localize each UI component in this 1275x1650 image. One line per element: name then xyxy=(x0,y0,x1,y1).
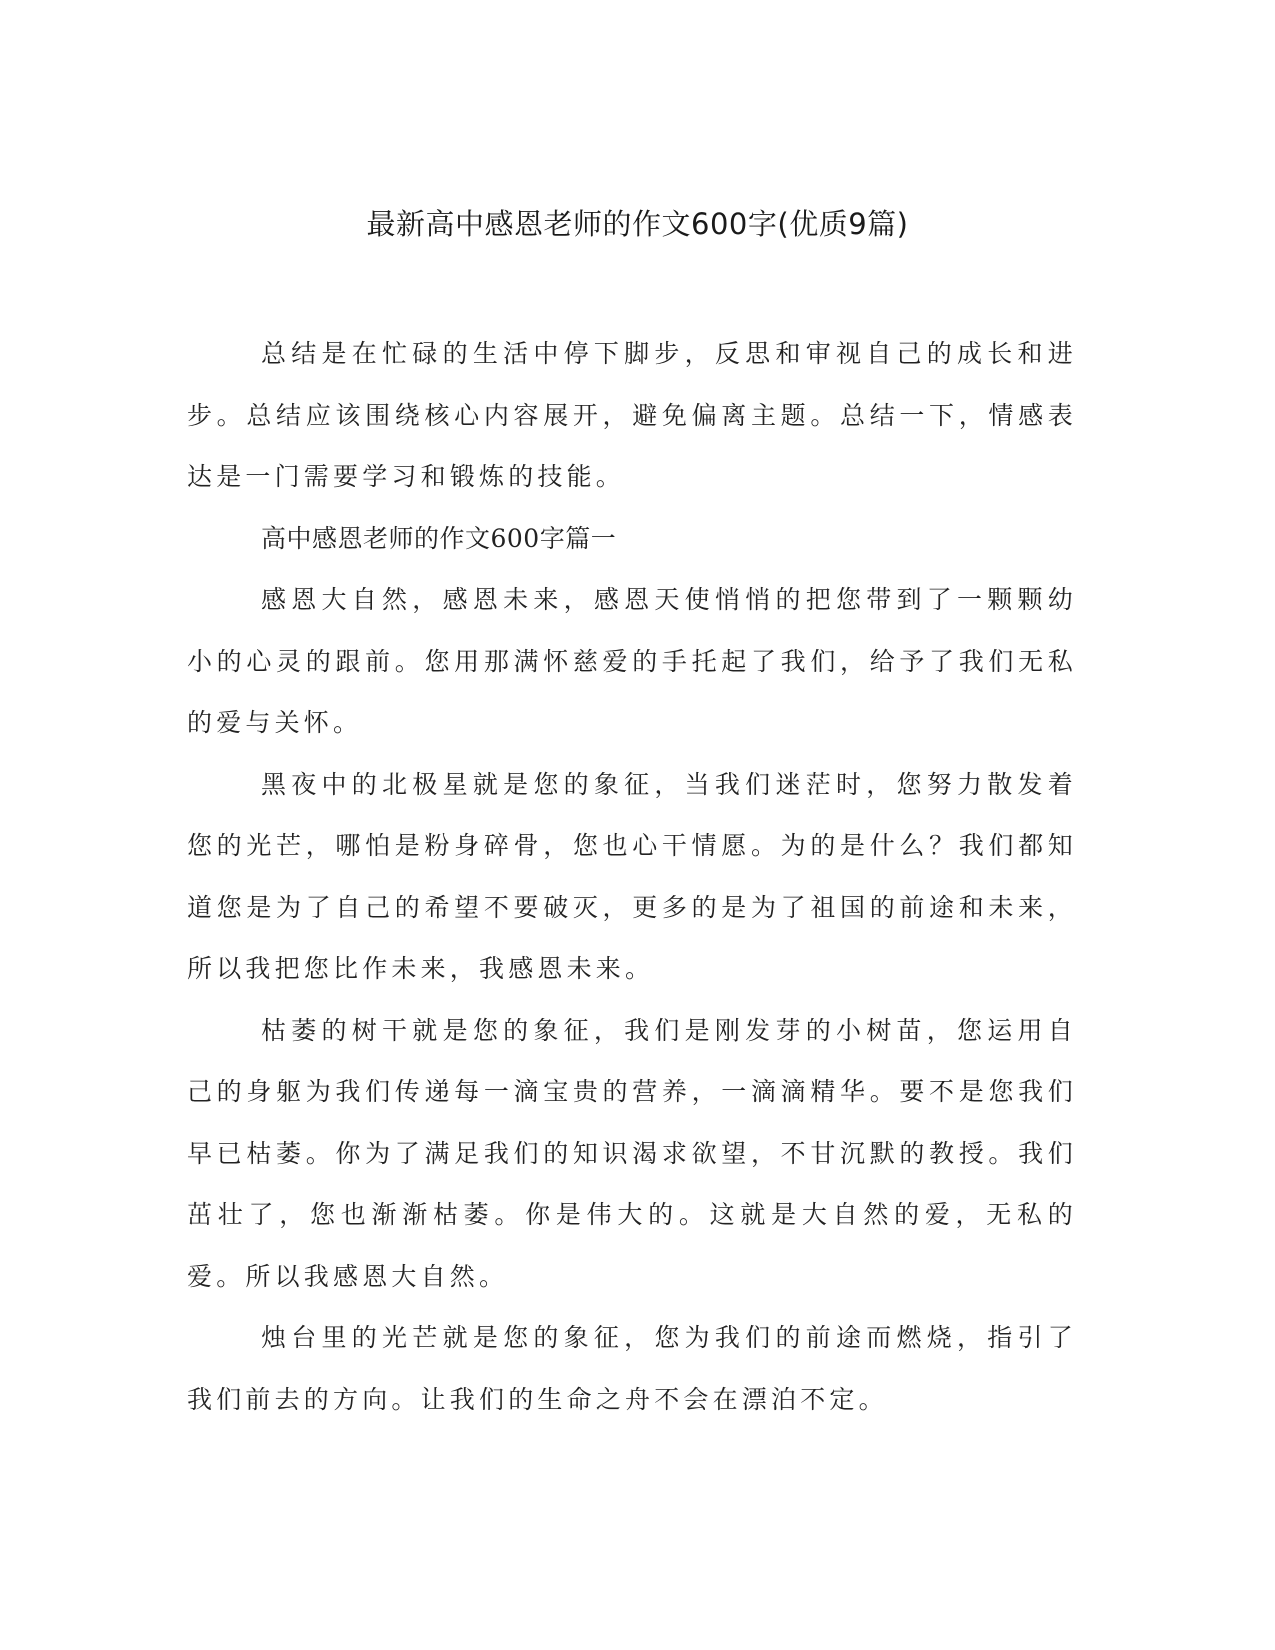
paragraph-summary: 总结是在忙碌的生活中停下脚步，反思和审视自己的成长和进步。总结应该围绕核心内容展开，避免偏离主题。总结一下，情感表达是一门需要学习和锻炼的技能。 xyxy=(187,339,1077,491)
paragraph-tree-trunk: 枯萎的树干就是您的象征，我们是刚发芽的小树苗，您运用自己的身躯为我们传递每一滴宝贵的营养，一滴滴精华。要不是您我们早已枯萎。你为了满足我们的知识渴求欲望，不甘沉默的教授。我们茁壮了，您也渐渐枯萎。你是伟大的。这就是大自然的爱，无私的爱。所以我感恩大自然。 xyxy=(187,1015,1077,1291)
document-body xyxy=(187,323,1077,1430)
document-title: 最新高中感恩老师的作文600字(优质9篇) xyxy=(366,207,909,241)
paragraph-north-star: 黑夜中的北极星就是您的象征，当我们迷茫时，您努力散发着您的光芒，哪怕是粉身碎骨，您也心干情愿。为的是什么？我们都知道您是为了自己的希望不要破灭，更多的是为了祖国的前途和未来，所以我把您比作未来，我感恩未来。 xyxy=(187,769,1077,983)
paragraph-gratitude: 感恩大自然，感恩未来，感恩天使悄悄的把您带到了一颗颗幼小的心灵的跟前。您用那满怀慈爱的手托起了我们，给予了我们无私的爱与关怀。 xyxy=(187,585,1077,737)
paragraph-candle-light: 烛台里的光芒就是您的象征，您为我们的前途而燃烧，指引了我们前去的方向。让我们的生命之舟不会在漂泊不定。 xyxy=(187,1323,1077,1414)
section-heading: 高中感恩老师的作文600字篇一 xyxy=(261,523,617,553)
